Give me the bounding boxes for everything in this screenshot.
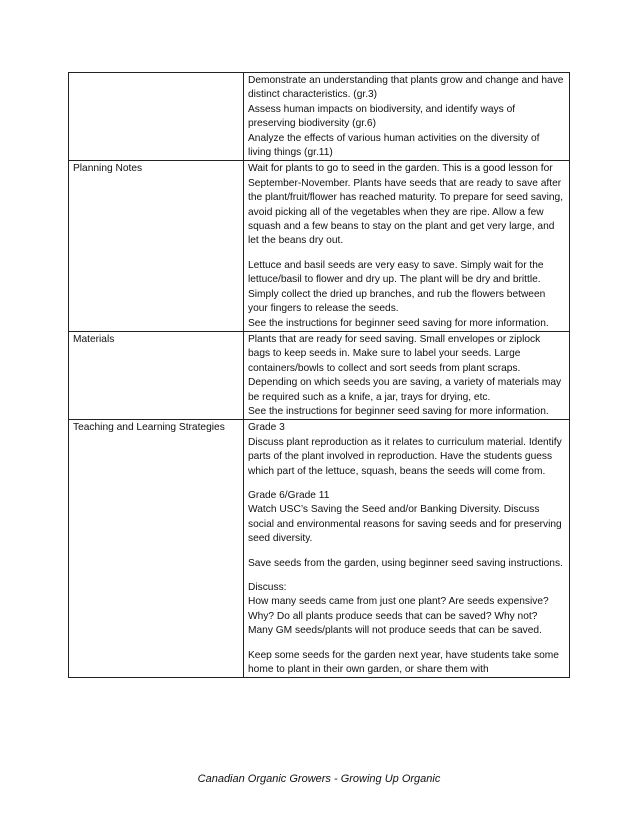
- teaching-strategies-cell: [244, 420, 570, 678]
- paragraph-spacer: [248, 249, 564, 259]
- table-row: [69, 73, 570, 161]
- table-row: [69, 420, 570, 678]
- lesson-plan-table: [68, 72, 570, 678]
- curriculum-objectives-cell: [244, 73, 570, 161]
- planning-paragraph: Wait for plants to go to seed in the garden. This is a good lesson for September-November. Plants have seeds that are ready to save after the plant/fruit/flower has reached maturity. To prepare for seed saving, avoid picking all of the vegetables when they are ripe. Allow a few squash and a few beans to stay on the plant and get very large, and let the beans dry out.: [248, 163, 564, 247]
- row-label-empty: [69, 73, 244, 161]
- keep-seeds-text: Keep some seeds for the garden next year, have students take some home to plant in their own garden, or share them with: [248, 649, 559, 676]
- materials-paragraph: Plants that are ready for seed saving. Small envelopes or ziplock bags to keep seeds in. Make sure to label your seeds. Large containers/bowls to collect and sort seeds from plant scraps. Depending on which seeds you are saving, a variety of materials may be required such as a knife, a jar, trays for drying, etc.: [248, 333, 562, 403]
- discuss-question: Many GM seeds/plants will not produce seeds that can be saved.: [248, 625, 542, 637]
- grade3-text: Discuss plant reproduction as it relates to curriculum material. Identify parts of the plant involved in reproduction. Have the students guess which part of the lettuce, squash, beans the seeds will come from.: [248, 436, 562, 477]
- table-row: [69, 161, 570, 331]
- discuss-heading: Discuss:: [248, 582, 287, 593]
- grade6-heading: Grade 6/Grade 11: [248, 489, 330, 501]
- planning-paragraph: See the instructions for beginner seed saving for more information.: [248, 317, 549, 329]
- paragraph-spacer: [248, 571, 564, 581]
- page-footer: Canadian Organic Growers - Growing Up Organic: [197, 773, 441, 785]
- grade6-text: Watch USC’s Saving the Seed and/or Banking Diversity. Discuss social and environmental reasons for saving seeds and for preserving seed diversity.: [248, 504, 562, 545]
- save-seeds-text: Save seeds from the garden, using beginner seed saving instructions.: [248, 557, 563, 569]
- materials-cell: [244, 331, 570, 419]
- paragraph-spacer: [248, 639, 564, 649]
- planning-notes-cell: [244, 161, 570, 331]
- paragraph-spacer: [248, 547, 564, 557]
- objective-grade3: Demonstrate an understanding that plants grow and change and have distinct characteristics. (gr.3): [248, 75, 564, 101]
- table-row: [69, 331, 570, 419]
- objective-grade6: Assess human impacts on biodiversity, and identify ways of preserving biodiversity (gr.6): [248, 103, 516, 130]
- objective-grade11: Analyze the effects of various human activities on the diversity of living things (gr.11): [248, 132, 540, 159]
- materials-paragraph: See the instructions for beginner seed saving for more information.: [248, 405, 549, 417]
- row-label-teaching-strategies: Teaching and Learning Strategies: [69, 420, 244, 678]
- row-label-materials: Materials: [69, 331, 244, 419]
- planning-paragraph: Lettuce and basil seeds are very easy to save. Simply wait for the lettuce/basil to flower and dry up. The plant will be dry and brittle. Simply collect the dried up branches, and rub the flowers between your fingers to release the seeds.: [248, 259, 546, 315]
- row-label-planning-notes: Planning Notes: [69, 161, 244, 331]
- discuss-question: How many seeds came from just one plant? Are seeds expensive?: [248, 596, 549, 608]
- paragraph-spacer: [248, 479, 564, 489]
- discuss-question: Why? Do all plants produce seeds that can be saved? Why not?: [248, 610, 538, 622]
- grade3-heading: Grade 3: [248, 422, 285, 434]
